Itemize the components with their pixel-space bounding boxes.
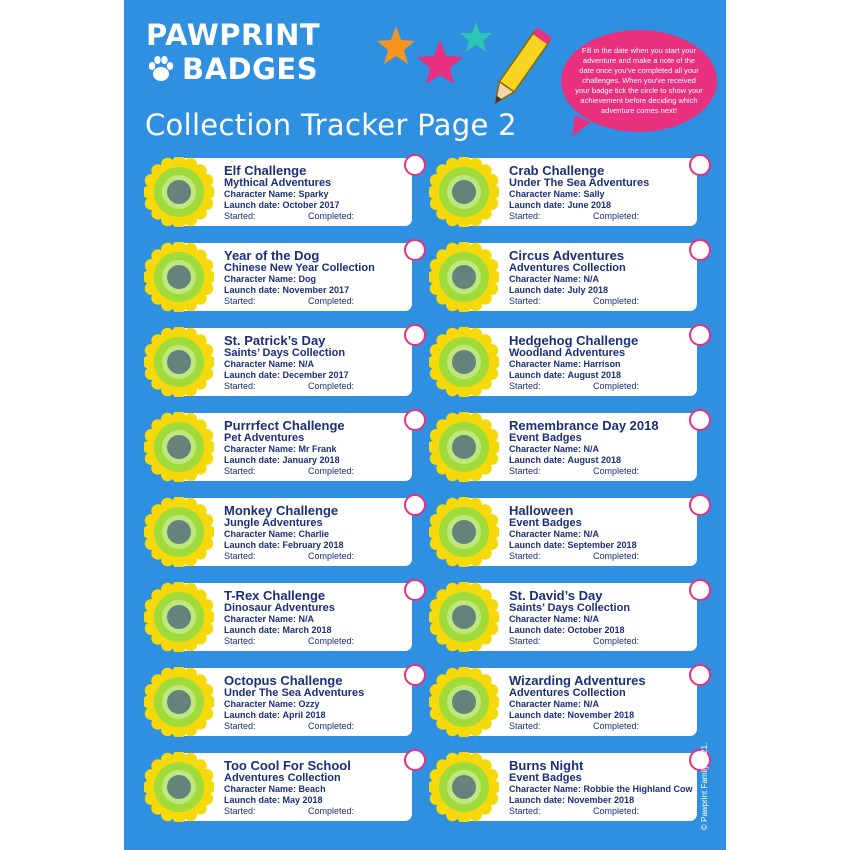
badge-title: Too Cool For School: [224, 758, 351, 773]
badge-card: [429, 583, 697, 651]
orange-star-icon: [377, 26, 415, 64]
completed-field[interactable]: Completed:: [593, 551, 640, 561]
circus-badge-icon: [429, 242, 499, 312]
character-name: Robbie the Highland Cow: [583, 784, 693, 794]
launch-line: Launch date: December 2017: [224, 370, 349, 380]
badge-title: Circus Adventures: [509, 248, 625, 263]
badge-collection: Woodland Adventures: [509, 347, 626, 359]
launch-line: Launch date: February 2018: [224, 540, 344, 550]
badge-collection: Under The Sea Adventures: [224, 687, 365, 699]
achievement-checkbox[interactable]: [404, 324, 426, 346]
completed-field[interactable]: Completed:: [308, 721, 355, 731]
status-line: [224, 466, 414, 477]
launch-line: Launch date: August 2018: [509, 455, 622, 465]
launch-date: November 2017: [282, 285, 350, 295]
badge-card: [429, 158, 697, 226]
launch-date: January 2018: [282, 455, 340, 465]
character-line: Character Name: N/A: [509, 444, 600, 454]
character-name: Ozzy: [298, 699, 320, 709]
sunglasses-badge-icon: [144, 752, 214, 822]
started-field[interactable]: Started:: [224, 211, 256, 221]
character-line: Character Name: Beach: [224, 784, 326, 794]
badge-card: [429, 243, 697, 311]
badge-card: [144, 413, 412, 481]
badge-title: Hedgehog Challenge: [509, 333, 639, 348]
character-line: Character Name: Sparky: [224, 189, 329, 199]
character-name: N/A: [583, 614, 600, 624]
character-line: Character Name: Robbie the Highland Cow: [509, 784, 693, 794]
completed-field[interactable]: Completed:: [593, 381, 640, 391]
badge-collection: Saints’ Days Collection: [509, 602, 631, 614]
rainbow-badge-icon: [144, 327, 214, 397]
launch-date: November 2018: [567, 710, 635, 720]
haunted-house-badge-icon: [429, 497, 499, 567]
character-line: Character Name: N/A: [509, 614, 600, 624]
badge-card: [144, 668, 412, 736]
launch-date: June 2018: [567, 200, 612, 210]
elf-badge-icon: [144, 157, 214, 227]
badge-collection: Jungle Adventures: [224, 517, 323, 529]
launch-line: Launch date: March 2018: [224, 625, 332, 635]
badge-card: [429, 413, 697, 481]
badge-collection: Pet Adventures: [224, 432, 305, 444]
character-name: N/A: [298, 359, 315, 369]
character-name: Charlie: [298, 529, 330, 539]
started-field[interactable]: Started:: [224, 466, 256, 476]
started-field[interactable]: Started:: [224, 551, 256, 561]
started-field[interactable]: Started:: [224, 806, 256, 816]
dog-badge-icon: [144, 242, 214, 312]
badge-card: [429, 328, 697, 396]
status-line: [224, 721, 414, 732]
badge-card: [429, 498, 697, 566]
launch-date: August 2018: [567, 455, 622, 465]
page-title: Collection Tracker Page 2: [145, 108, 517, 142]
started-field[interactable]: Started:: [509, 296, 541, 306]
badge-title: Elf Challenge: [224, 163, 307, 178]
achievement-checkbox[interactable]: [689, 154, 711, 176]
character-line: Character Name: N/A: [509, 274, 600, 284]
started-field[interactable]: Started:: [509, 806, 541, 816]
launch-date: August 2018: [567, 370, 622, 380]
monkey-badge-icon: [144, 497, 214, 567]
teal-star-icon: [460, 22, 492, 52]
status-line: [509, 296, 699, 307]
completed-field[interactable]: Completed:: [593, 636, 640, 646]
character-line: Character Name: N/A: [224, 359, 315, 369]
badge-collection: Saints’ Days Collection: [224, 347, 346, 359]
badge-card: [144, 158, 412, 226]
status-line: [509, 806, 699, 817]
hedgehog-badge-icon: [429, 327, 499, 397]
status-line: [509, 466, 699, 477]
achievement-checkbox[interactable]: [404, 664, 426, 686]
badge-card: [144, 753, 412, 821]
started-field[interactable]: Started:: [509, 551, 541, 561]
character-name: N/A: [298, 614, 315, 624]
started-field[interactable]: Started:: [509, 381, 541, 391]
crab-badge-icon: [429, 157, 499, 227]
badge-title: Halloween: [509, 503, 574, 518]
character-line: Character Name: N/A: [509, 529, 600, 539]
badge-title: Monkey Challenge: [224, 503, 339, 518]
status-line: [509, 721, 699, 732]
decorative-stars-pencil: [368, 20, 568, 120]
badge-collection: Adventures Collection: [224, 772, 341, 784]
brand-logo: [146, 18, 320, 86]
status-line: [224, 211, 414, 222]
completed-field[interactable]: Completed:: [593, 296, 640, 306]
status-line: [509, 211, 699, 222]
started-field[interactable]: Started:: [509, 636, 541, 646]
launch-line: Launch date: January 2018: [224, 455, 340, 465]
launch-line: Launch date: October 2017: [224, 200, 340, 210]
character-line: Character Name: Sally: [509, 189, 605, 199]
started-field[interactable]: Started:: [509, 211, 541, 221]
wizard-badge-icon: [429, 667, 499, 737]
completed-field[interactable]: Completed:: [308, 466, 355, 476]
badge-collection: Adventures Collection: [509, 687, 626, 699]
character-line: Character Name: Dog: [224, 274, 317, 284]
badge-title: St. Patrick’s Day: [224, 333, 326, 348]
pink-star-icon: [417, 40, 463, 84]
character-line: Character Name: Harrison: [509, 359, 621, 369]
launch-line: Launch date: April 2018: [224, 710, 326, 720]
launch-line: Launch date: May 2018: [224, 795, 323, 805]
launch-line: Launch date: November 2018: [509, 795, 635, 805]
completed-field[interactable]: Completed:: [308, 551, 355, 561]
badge-collection: Mythical Adventures: [224, 177, 332, 189]
launch-date: November 2018: [567, 795, 635, 805]
launch-date: March 2018: [282, 625, 332, 635]
launch-line: Launch date: November 2017: [224, 285, 350, 295]
launch-line: Launch date: October 2018: [509, 625, 625, 635]
completed-field[interactable]: Completed:: [308, 296, 355, 306]
character-name: N/A: [583, 699, 600, 709]
badge-title: Burns Night: [509, 758, 584, 773]
status-line: [509, 551, 699, 562]
launch-date: April 2018: [282, 710, 326, 720]
completed-field[interactable]: Completed:: [593, 721, 640, 731]
badge-card: [144, 328, 412, 396]
achievement-checkbox[interactable]: [404, 154, 426, 176]
completed-field[interactable]: Completed:: [308, 806, 355, 816]
status-line: [224, 381, 414, 392]
completed-field[interactable]: Completed:: [593, 211, 640, 221]
launch-line: Launch date: September 2018: [509, 540, 637, 550]
trex-badge-icon: [144, 582, 214, 652]
character-line: Character Name: N/A: [509, 699, 600, 709]
completed-field[interactable]: Completed:: [308, 636, 355, 646]
started-field[interactable]: Started:: [224, 296, 256, 306]
completed-field[interactable]: Completed:: [308, 211, 355, 221]
status-line: [224, 551, 414, 562]
daffodil-badge-icon: [429, 582, 499, 652]
character-name: Harrison: [583, 359, 621, 369]
character-line: Character Name: Ozzy: [224, 699, 320, 709]
character-name: N/A: [583, 274, 600, 284]
achievement-checkbox[interactable]: [689, 239, 711, 261]
badge-title: Purrrfect Challenge: [224, 418, 345, 433]
launch-line: Launch date: June 2018: [509, 200, 612, 210]
launch-date: July 2018: [567, 285, 609, 295]
character-name: N/A: [583, 529, 600, 539]
pencil-icon: [488, 28, 552, 109]
launch-date: May 2018: [282, 795, 323, 805]
highland-cow-badge-icon: [429, 752, 499, 822]
achievement-checkbox[interactable]: [404, 579, 426, 601]
badge-collection: Chinese New Year Collection: [224, 262, 375, 274]
launch-line: Launch date: July 2018: [509, 285, 609, 295]
launch-line: Launch date: November 2018: [509, 710, 635, 720]
character-line: Character Name: N/A: [224, 614, 315, 624]
badge-title: T-Rex Challenge: [224, 588, 326, 603]
character-name: Sally: [583, 189, 605, 199]
achievement-checkbox[interactable]: [689, 579, 711, 601]
badge-card: [144, 243, 412, 311]
character-name: Sparky: [298, 189, 329, 199]
cat-badge-icon: [144, 412, 214, 482]
completed-field[interactable]: Completed:: [593, 806, 640, 816]
status-line: [509, 636, 699, 647]
started-field[interactable]: Started:: [224, 721, 256, 731]
character-name: Mr Frank: [298, 444, 337, 454]
brand-line-1: PAWPRINT: [146, 18, 321, 52]
started-field[interactable]: Started:: [509, 466, 541, 476]
started-field[interactable]: Started:: [509, 721, 541, 731]
launch-date: September 2018: [567, 540, 637, 550]
copyright-note: © Pawprint Family 2021.: [700, 742, 709, 830]
badge-collection: Event Badges: [509, 432, 582, 444]
badge-title: Crab Challenge: [509, 163, 605, 178]
launch-line: Launch date: August 2018: [509, 370, 622, 380]
badge-card: [429, 753, 697, 821]
launch-date: December 2017: [282, 370, 349, 380]
character-name: N/A: [583, 444, 600, 454]
tracker-sheet: [124, 0, 726, 850]
status-line: [224, 636, 414, 647]
badge-card: [144, 583, 412, 651]
achievement-checkbox[interactable]: [404, 494, 426, 516]
launch-date: October 2017: [282, 200, 340, 210]
achievement-checkbox[interactable]: [689, 664, 711, 686]
badge-collection: Event Badges: [509, 772, 582, 784]
launch-date: February 2018: [282, 540, 344, 550]
achievement-checkbox[interactable]: [689, 324, 711, 346]
achievement-checkbox[interactable]: [689, 494, 711, 516]
badge-title: Remembrance Day 2018: [509, 418, 659, 433]
paw-icon: [146, 54, 176, 84]
achievement-checkbox[interactable]: [689, 409, 711, 431]
badge-title: Octopus Challenge: [224, 673, 343, 688]
character-line: Character Name: Mr Frank: [224, 444, 337, 454]
badge-card: [144, 498, 412, 566]
status-line: [509, 381, 699, 392]
badge-collection: Adventures Collection: [509, 262, 626, 274]
poppy-badge-icon: [429, 412, 499, 482]
launch-date: October 2018: [567, 625, 625, 635]
badge-collection: Under The Sea Adventures: [509, 177, 650, 189]
badge-title: St. David’s Day: [509, 588, 603, 603]
status-line: [224, 806, 414, 817]
started-field[interactable]: Started:: [224, 636, 256, 646]
badge-card: [429, 668, 697, 736]
badge-title: Year of the Dog: [224, 248, 320, 263]
character-name: Dog: [298, 274, 317, 284]
started-field[interactable]: Started:: [224, 381, 256, 391]
character-name: Beach: [298, 784, 326, 794]
completed-field[interactable]: Completed:: [593, 466, 640, 476]
status-line: [224, 296, 414, 307]
instructions-bubble: Fill in the date when you start your adventure and make a note of the date once you've completed all your challenges. When you've received your badge tick the circle to show your achievement before deciding which adventure comes next!: [561, 30, 717, 132]
badge-title: Wizarding Adventures: [509, 673, 646, 688]
achievement-checkbox[interactable]: [404, 749, 426, 771]
achievement-checkbox[interactable]: [404, 409, 426, 431]
character-line: Character Name: Charlie: [224, 529, 330, 539]
octopus-badge-icon: [144, 667, 214, 737]
achievement-checkbox[interactable]: [404, 239, 426, 261]
completed-field[interactable]: Completed:: [308, 381, 355, 391]
badge-collection: Dinosaur Adventures: [224, 602, 335, 614]
badge-collection: Event Badges: [509, 517, 582, 529]
brand-line-2: BADGES: [182, 52, 319, 86]
